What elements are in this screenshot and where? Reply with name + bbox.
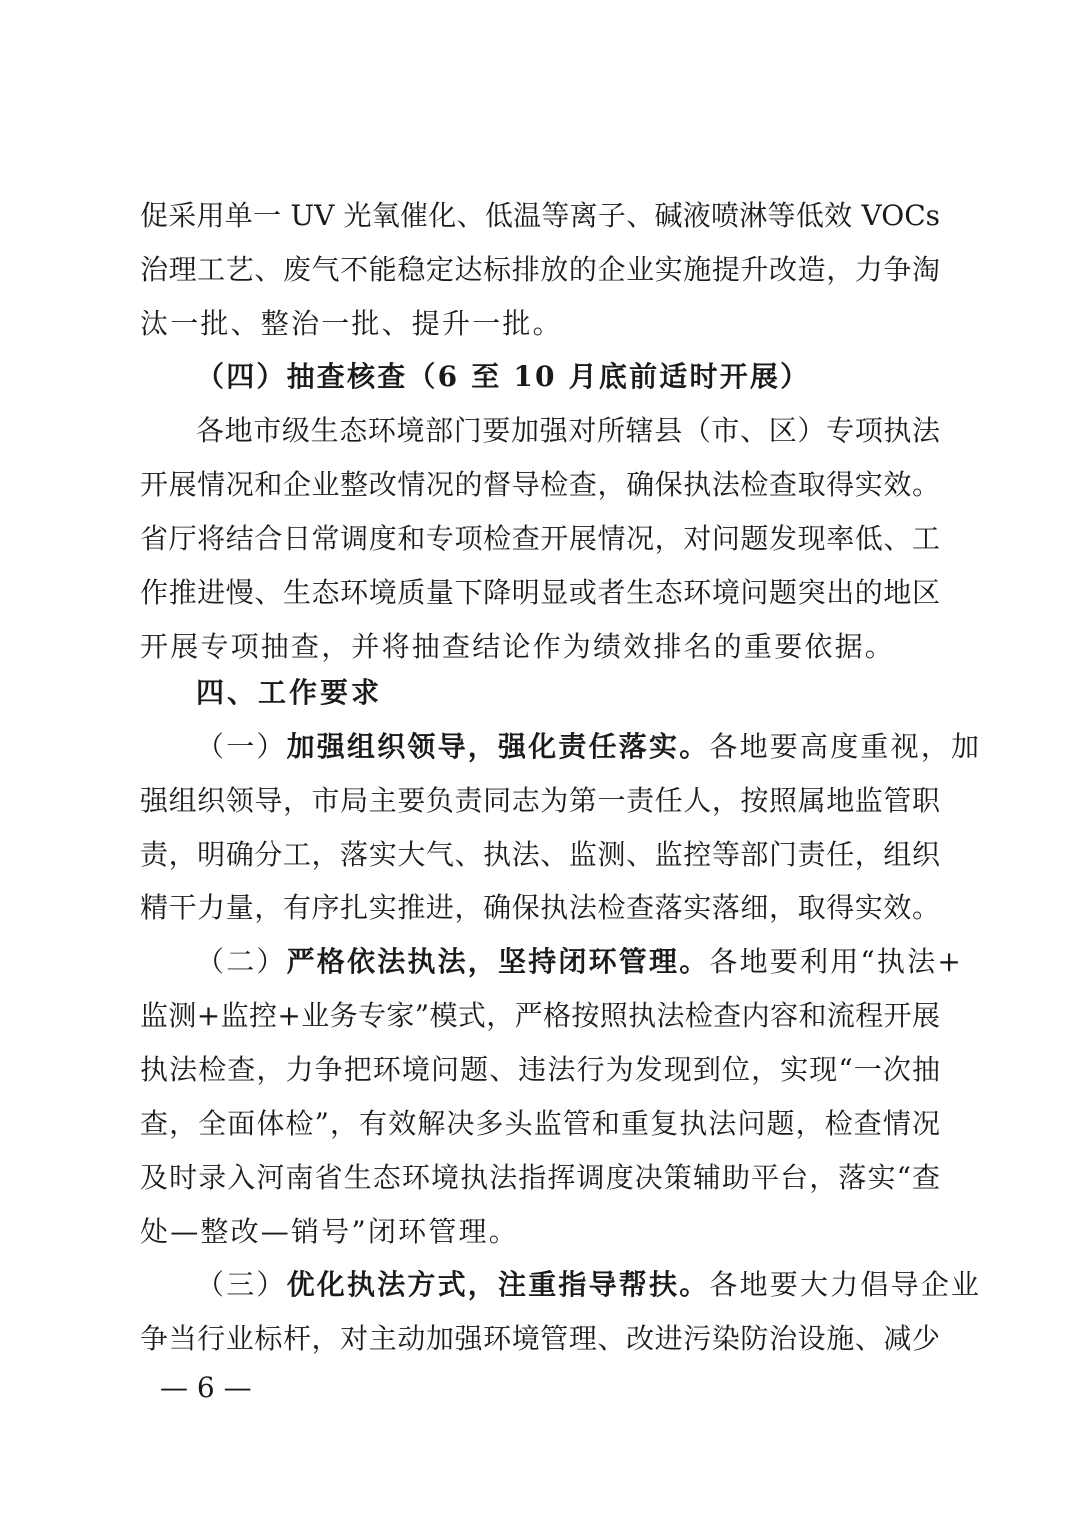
- item-marker: （一）: [196, 730, 287, 763]
- paragraph-start: [196, 720, 982, 774]
- text-line: 治理工艺、废气不能稳定达标排放的企业实施提升改造，力争淘: [140, 253, 940, 286]
- text-run: 各地要高度重视，加: [709, 730, 982, 763]
- text-run: 各地要利用“执法+: [709, 945, 963, 978]
- text-line: 汰一批、整治一批、提升一批。: [140, 307, 563, 340]
- page-number: — 6 —: [160, 1371, 252, 1404]
- text-line: 开展情况和企业整改情况的督导检查，确保执法检查取得实效。: [140, 468, 940, 501]
- text-line: 责，明确分工，落实大气、执法、监测、监控等部门责任，组织: [140, 838, 940, 871]
- item-marker: （三）: [196, 1268, 287, 1301]
- paragraph-start: [196, 1258, 982, 1312]
- text-line: 作推进慢、生态环境质量下降明显或者生态环境问题突出的地区: [140, 576, 940, 609]
- text-line: 开展专项抽查，并将抽查结论作为绩效排名的重要依据。: [140, 630, 896, 663]
- item-heading: 优化执法方式，注重指导帮扶。: [286, 1268, 710, 1301]
- text-line: 精干力量，有序扎实推进，确保执法检查落实落细，取得实效。: [140, 891, 940, 924]
- text-line: 监测+监控+业务专家”模式，严格按照执法检查内容和流程开展: [140, 999, 940, 1032]
- text-line: 促采用单一 UV 光氧催化、低温等离子、碱液喷淋等低效 VOCs: [140, 199, 940, 232]
- text-line: 及时录入河南省生态环境执法指挥调度决策辅助平台，落实“查: [140, 1161, 940, 1194]
- paragraph-start: [196, 935, 963, 989]
- text-line: 省厅将结合日常调度和专项检查开展情况，对问题发现率低、工: [140, 522, 940, 555]
- text-line: 各地市级生态环境部门要加强对所辖县（市、区）专项执法: [196, 414, 940, 447]
- text-run: 各地要大力倡导企业: [709, 1268, 982, 1301]
- text-line: 争当行业标杆，对主动加强环境管理、改进污染防治设施、减少: [140, 1322, 940, 1355]
- item-marker: （二）: [196, 945, 287, 978]
- text-line: 处—整改—销号”闭环管理。: [140, 1215, 519, 1248]
- item-heading: 加强组织领导，强化责任落实。: [286, 730, 710, 763]
- text-line: 查，全面体检”，有效解决多头监管和重复执法问题，检查情况: [140, 1107, 940, 1140]
- text-line: 强组织领导，市局主要负责同志为第一责任人，按照属地监管职: [140, 784, 940, 817]
- chapter-heading: 四、工作要求: [196, 676, 383, 709]
- text-line: 执法检查，力争把环境问题、违法行为发现到位，实现“一次抽: [140, 1053, 940, 1086]
- item-heading: 严格依法执法，坚持闭环管理。: [286, 945, 710, 978]
- section-heading: （四）抽查核查（6 至 10 月底前适时开展）: [196, 360, 811, 393]
